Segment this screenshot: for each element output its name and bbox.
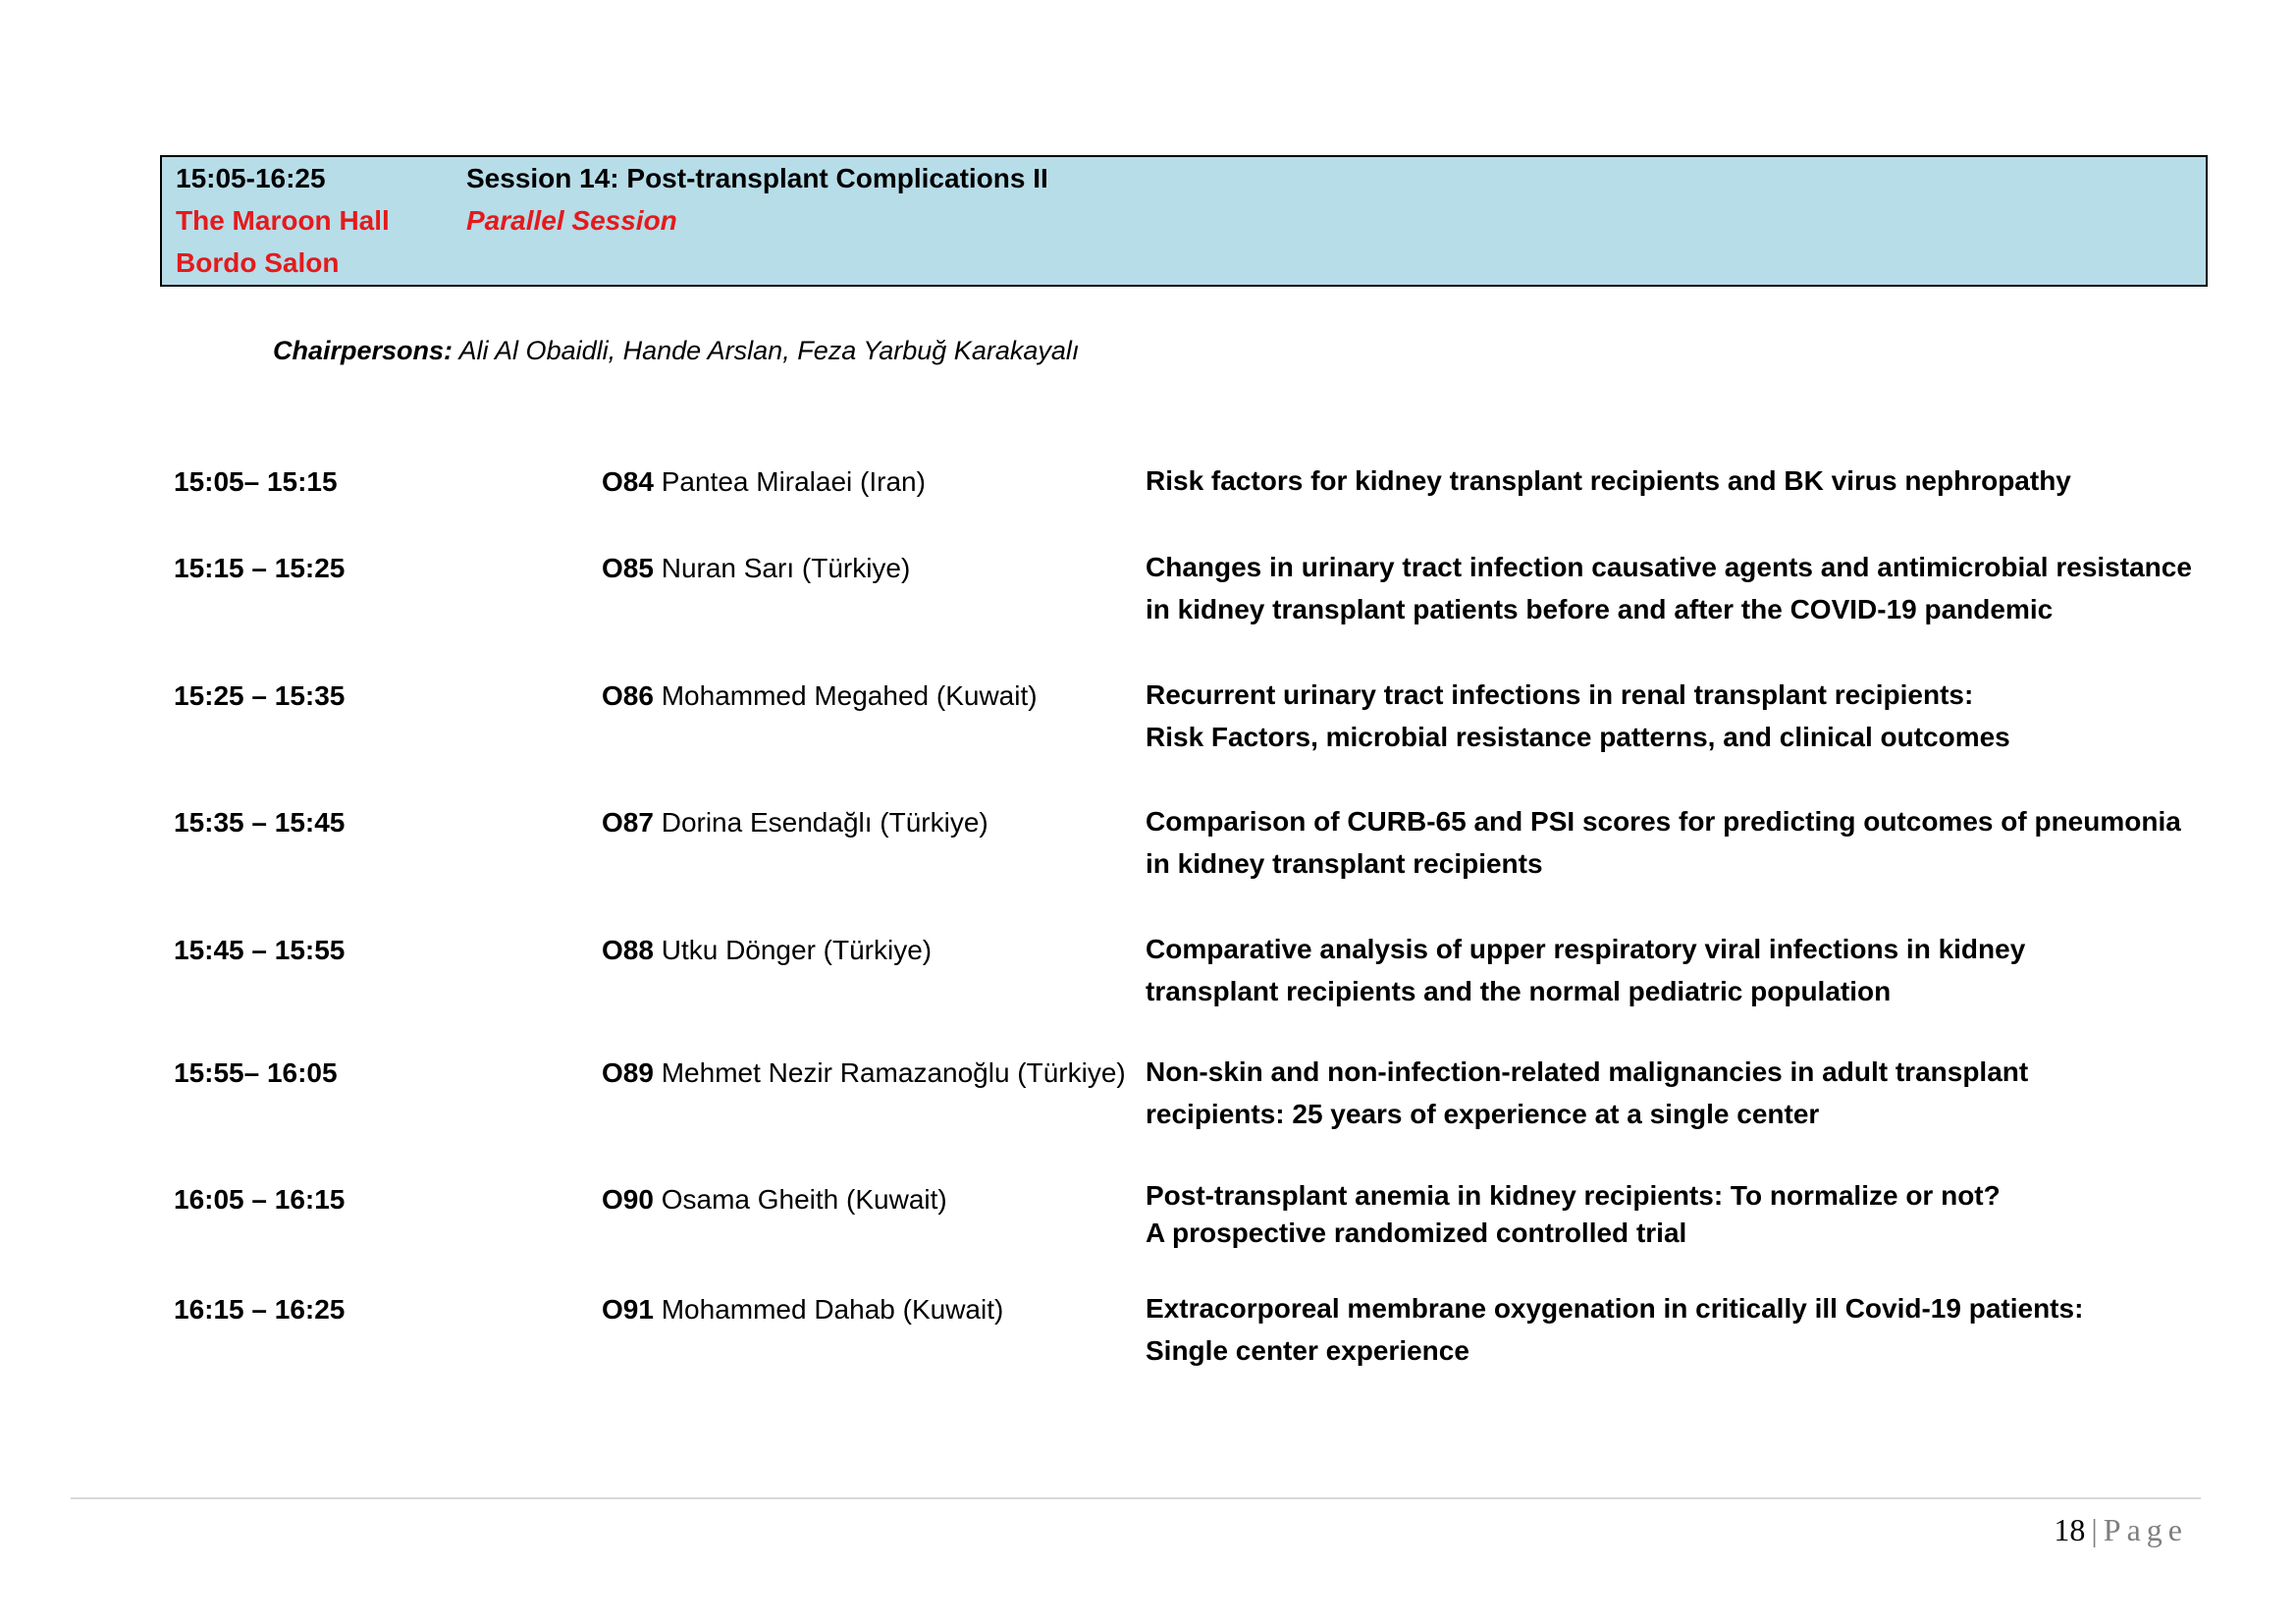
abstract-code: O88: [602, 935, 654, 965]
speaker-name: Mohammed Dahab (Kuwait): [661, 1294, 1004, 1325]
session-title: Session 14: Post-transplant Complications II: [466, 163, 1048, 193]
page-separator: |: [2091, 1512, 2098, 1547]
abstract-code: O84: [602, 466, 654, 497]
talk-title-line: Single center experience: [1146, 1335, 1469, 1366]
talk-title: [1146, 1177, 2166, 1252]
abstract-code: O91: [602, 1294, 654, 1325]
talk-title-line: Comparative analysis of upper respiratory viral infections in kidney: [1146, 934, 2026, 964]
page-number-value: 18: [2054, 1512, 2086, 1547]
talk-time: 15:35 – 15:45: [174, 807, 346, 838]
speaker-name: Nuran Sarı (Türkiye): [661, 553, 911, 583]
talk-title-line: in kidney transplant patients before and after the COVID-19 pandemic: [1146, 594, 2054, 624]
page-number: [2054, 1512, 2188, 1548]
abstract-code: O86: [602, 680, 654, 711]
talk-title: [1146, 546, 2192, 630]
talk-title-line: Changes in urinary tract infection causative agents and antimicrobial resistance: [1146, 552, 2192, 582]
talk-title: [1146, 800, 2181, 885]
speaker-name: Mohammed Megahed (Kuwait): [661, 680, 1038, 711]
talk-time: 15:15 – 15:25: [174, 553, 346, 583]
talk-title-line: Extracorporeal membrane oxygenation in critically ill Covid-19 patients:: [1146, 1293, 2084, 1324]
talk-title-line: Post-transplant anemia in kidney recipients: To normalize or not?: [1146, 1180, 2001, 1211]
talk-speaker: [602, 807, 988, 839]
talk-speaker: [602, 680, 1038, 712]
talk-title: [1146, 1287, 2166, 1372]
hall-name-tr: Bordo Salon: [176, 247, 340, 278]
talk-time: 15:45 – 15:55: [174, 935, 346, 965]
talk-time: 16:05 – 16:15: [174, 1184, 346, 1215]
session-time: 15:05-16:25: [176, 163, 326, 193]
talk-speaker: [602, 466, 926, 498]
talk-speaker: [602, 1057, 1126, 1089]
chairpersons: [273, 336, 1079, 366]
talk-time: 16:15 – 16:25: [174, 1294, 346, 1325]
talk-title-line: Non-skin and non-infection-related malignancies in adult transplant: [1146, 1056, 2029, 1087]
talk-title: [1146, 674, 2166, 758]
speaker-name: Utku Dönger (Türkiye): [661, 935, 933, 965]
talk-title-line: recipients: 25 years of experience at a single center: [1146, 1099, 1820, 1129]
talk-title-line: Risk factors for kidney transplant recipients and BK virus nephropathy: [1146, 465, 2071, 496]
talk-title-line: Recurrent urinary tract infections in renal transplant recipients:: [1146, 679, 1974, 710]
talk-time: 15:05– 15:15: [174, 466, 338, 497]
hall-name-en: The Maroon Hall: [176, 205, 390, 236]
talk-speaker: [602, 1294, 1003, 1326]
talk-speaker: [602, 553, 910, 584]
page-word: Page: [2103, 1512, 2188, 1547]
talk-time: 15:25 – 15:35: [174, 680, 346, 711]
talk-time: 15:55– 16:05: [174, 1057, 338, 1088]
abstract-code: O89: [602, 1057, 654, 1088]
footer-divider: [71, 1497, 2201, 1499]
talk-title-line: Comparison of CURB-65 and PSI scores for predicting outcomes of pneumonia: [1146, 806, 2181, 837]
abstract-code: O90: [602, 1184, 654, 1215]
session-type: Parallel Session: [466, 205, 677, 236]
chairpersons-label: Chairpersons:: [273, 336, 454, 365]
talk-title-line: transplant recipients and the normal pediatric population: [1146, 976, 1892, 1006]
talk-title-line: in kidney transplant recipients: [1146, 848, 1543, 879]
speaker-name: Mehmet Nezir Ramazanoğlu (Türkiye): [661, 1057, 1126, 1088]
speaker-name: Dorina Esendağlı (Türkiye): [661, 807, 988, 838]
talk-title: [1146, 1051, 2166, 1135]
talk-speaker: [602, 935, 932, 966]
speaker-name: Osama Gheith (Kuwait): [661, 1184, 947, 1215]
talk-speaker: [602, 1184, 947, 1216]
speaker-name: Pantea Miralaei (Iran): [661, 466, 926, 497]
abstract-code: O87: [602, 807, 654, 838]
talk-title-line: A prospective randomized controlled trial: [1146, 1218, 1687, 1248]
talk-title-line: Risk Factors, microbial resistance patterns, and clinical outcomes: [1146, 722, 2010, 752]
abstract-code: O85: [602, 553, 654, 583]
talk-title: [1146, 928, 2166, 1012]
chairpersons-names: Ali Al Obaidli, Hande Arslan, Feza Yarbuğ Karakayalı: [458, 336, 1080, 365]
talk-title: [1146, 460, 2166, 502]
session-header: [160, 155, 2208, 287]
